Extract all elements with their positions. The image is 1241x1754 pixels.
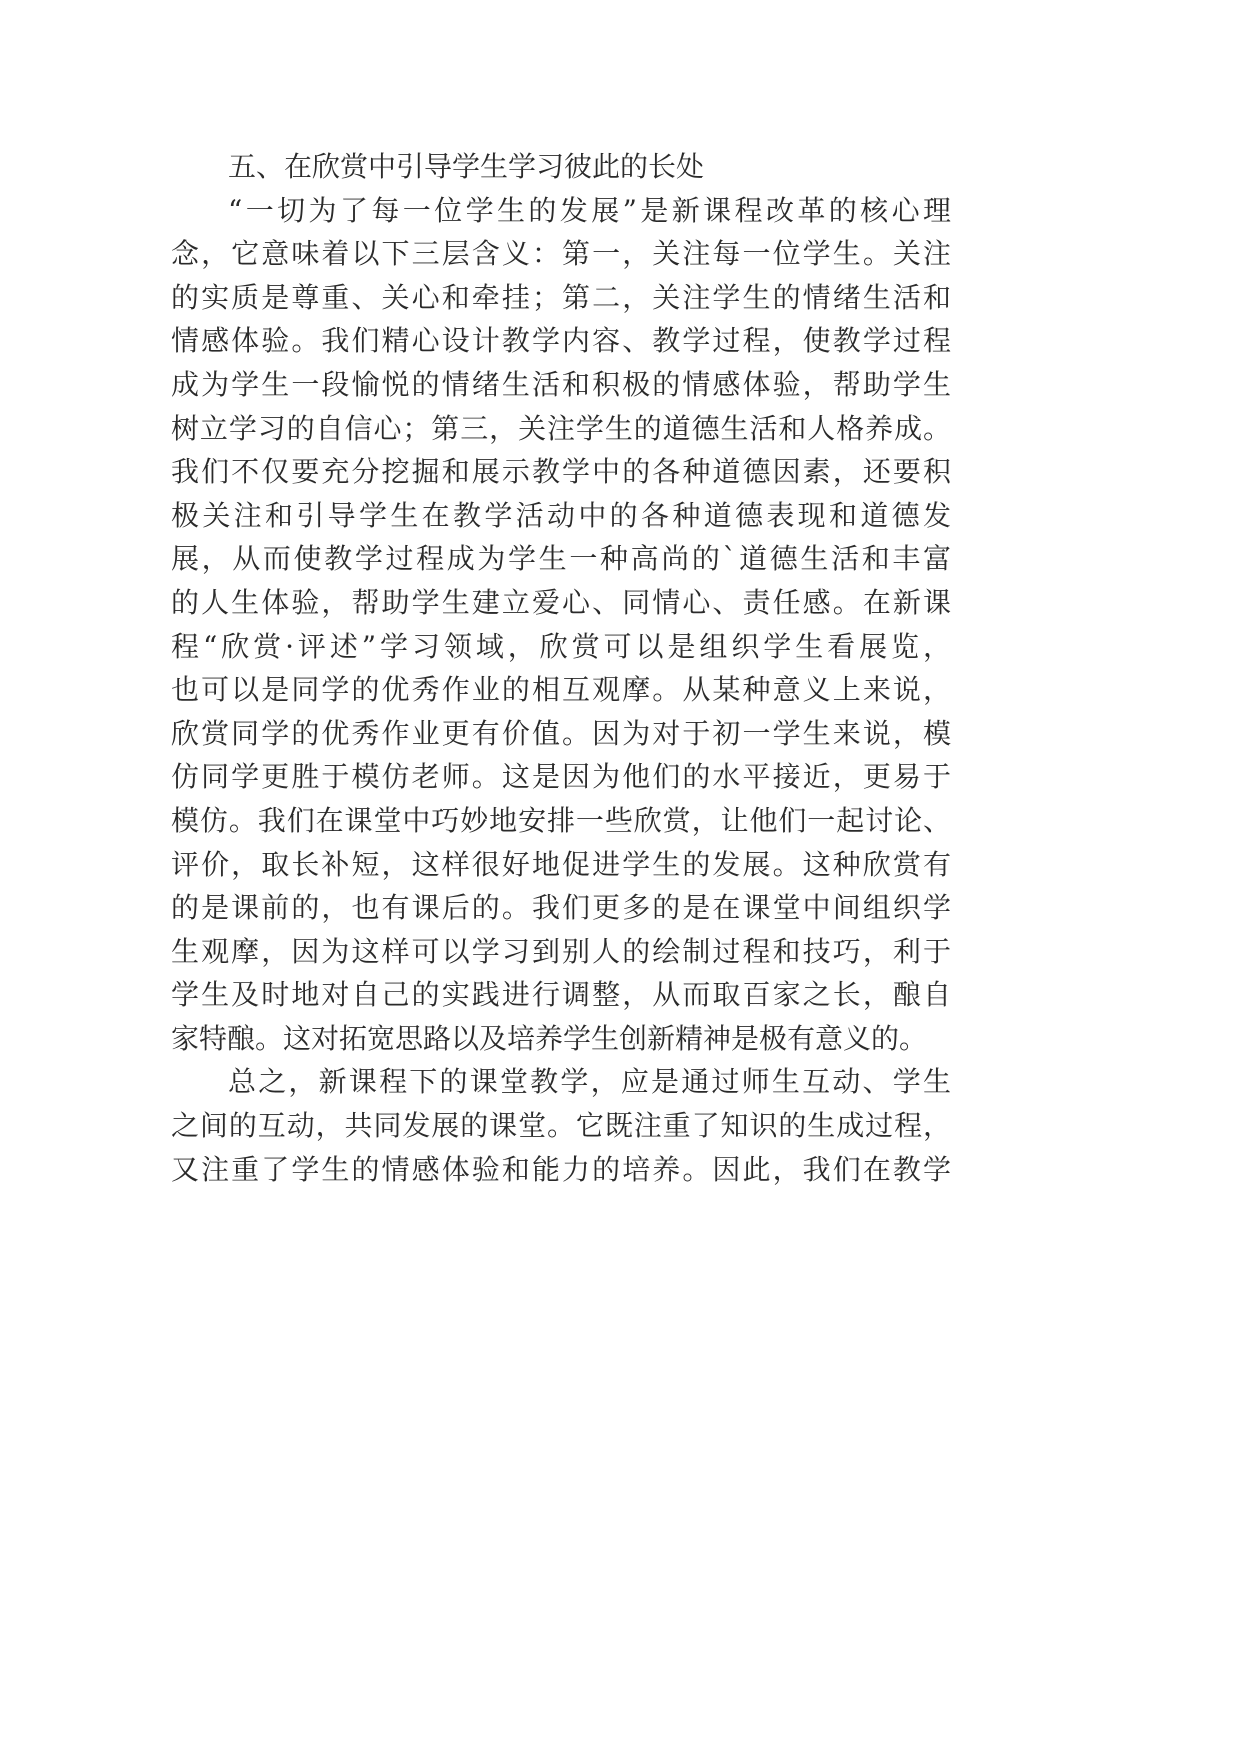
paragraph-line: 程“欣赏·评述”学习领域，欣赏可以是组织学生看展览， bbox=[171, 629, 951, 663]
paragraph-line: 总之，新课程下的课堂教学，应是通过师生互动、学生 bbox=[228, 1065, 951, 1099]
paragraph-line: 的实质是尊重、关心和牵挂；第二，关注学生的情绪生活和 bbox=[171, 280, 951, 314]
paragraph-line: 生观摩，因为这样可以学习到别人的绘制过程和技巧，利于 bbox=[171, 934, 951, 968]
paragraph-line: 展，从而使教学过程成为学生一种高尚的`道德生活和丰富 bbox=[171, 542, 951, 576]
paragraph-line: “一切为了每一位学生的发展”是新课程改革的核心理 bbox=[228, 193, 951, 227]
paragraph-line: 念，它意味着以下三层含义：第一，关注每一位学生。关注 bbox=[171, 237, 951, 271]
paragraph-line: 极关注和引导学生在教学活动中的各种道德表现和道德发 bbox=[171, 498, 951, 532]
paragraph-line: 我们不仅要充分挖掘和展示教学中的各种道德因素，还要积 bbox=[171, 455, 951, 489]
paragraph-line: 的是课前的，也有课后的。我们更多的是在课堂中间组织学 bbox=[171, 891, 951, 925]
paragraph-line: 模仿。我们在课堂中巧妙地安排一些欣赏，让他们一起讨论、 bbox=[171, 803, 951, 837]
paragraph-line: 欣赏同学的优秀作业更有价值。因为对于初一学生来说，模 bbox=[171, 716, 951, 750]
paragraph-line: 树立学习的自信心；第三，关注学生的道德生活和人格养成。 bbox=[171, 411, 951, 445]
paragraph-2 bbox=[171, 1060, 951, 1191]
paragraph-line: 又注重了学生的情感体验和能力的培养。因此，我们在教学 bbox=[171, 1152, 951, 1186]
paragraph-line: 学生及时地对自己的实践进行调整，从而取百家之长，酿自 bbox=[171, 978, 951, 1012]
paragraph-line: 评价，取长补短，这样很好地促进学生的发展。这种欣赏有 bbox=[171, 847, 951, 881]
document-body bbox=[171, 145, 951, 1191]
paragraph-line: 仿同学更胜于模仿老师。这是因为他们的水平接近，更易于 bbox=[171, 760, 951, 794]
paragraph-line: 成为学生一段愉悦的情绪生活和积极的情感体验，帮助学生 bbox=[171, 367, 951, 401]
paragraph-line: 的人生体验，帮助学生建立爱心、同情心、责任感。在新课 bbox=[171, 585, 951, 619]
section-heading: 五、在欣赏中引导学生学习彼此的长处 bbox=[228, 150, 705, 183]
paragraph-1 bbox=[171, 189, 951, 1061]
paragraph-line: 家特酿。这对拓宽思路以及培养学生创新精神是极有意义的。 bbox=[171, 1021, 928, 1055]
paragraph-line: 也可以是同学的优秀作业的相互观摩。从某种意义上来说， bbox=[171, 673, 951, 707]
paragraph-line: 之间的互动，共同发展的课堂。它既注重了知识的生成过程， bbox=[171, 1109, 951, 1143]
paragraph-line: 情感体验。我们精心设计教学内容、教学过程，使教学过程 bbox=[171, 324, 951, 358]
